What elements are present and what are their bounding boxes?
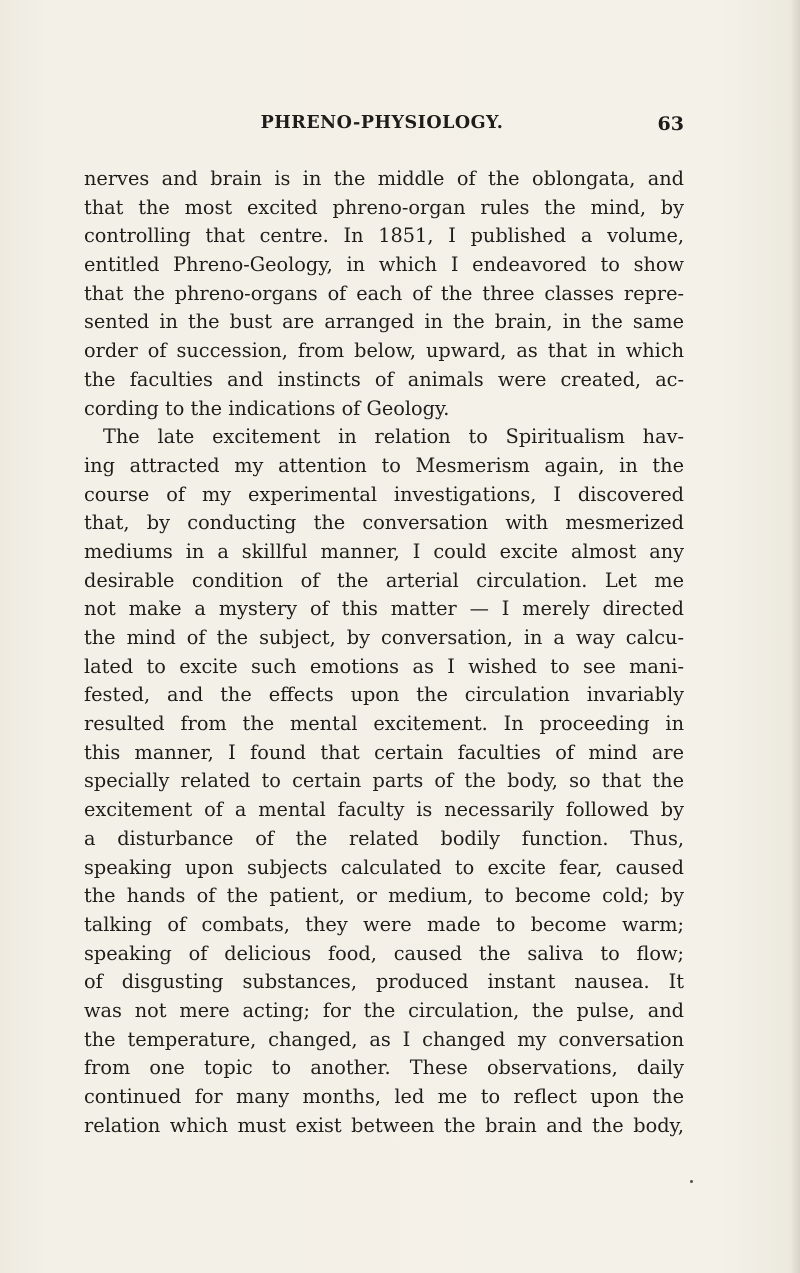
text-line: desirable condition of the arterial circulation. Let me [84, 568, 684, 592]
text-line: from one topic to another. These observations, daily [84, 1056, 684, 1080]
running-head: PHRENO-PHYSIOLOGY. [260, 113, 504, 133]
text-line: the faculties and instincts of animals were created, ac- [84, 367, 684, 391]
text-line: lated to excite such emotions as I wished to see mani- [84, 654, 684, 678]
text-line: was not mere acting; for the circulation, the pulse, and [84, 998, 684, 1022]
text-line: the mind of the subject, by conversation, in a way calcu- [84, 626, 684, 649]
text-line: resulted from the mental excitement. In proceeding in [84, 712, 684, 736]
text-line: that the phreno-organs of each of the three classes repre- [84, 281, 684, 305]
text-line: that the most excited phreno-organ rules the mind, by [84, 195, 684, 219]
text-line: The late excitement in relation to Spiritualism hav- [103, 425, 684, 449]
text-line: mediums in a skillful manner, I could excite almost any [84, 539, 684, 563]
page-number: 63 [657, 113, 684, 135]
text-line: specially related to certain parts of the body, so that the [84, 769, 684, 793]
text-line: order of succession, from below, upward, as that in which [84, 339, 684, 363]
text-line: nerves and brain is in the middle of the oblongata, and [84, 167, 684, 190]
text-line: ing attracted my attention to Mesmerism again, in the [84, 453, 684, 477]
text-line: controlling that centre. In 1851, I published a volume, [84, 224, 684, 248]
page-edge-shadow [790, 0, 800, 1273]
text-line: speaking of delicious food, caused the saliva to flow; [84, 941, 684, 965]
text-line: continued for many months, led me to reflect upon the [84, 1085, 684, 1108]
text-line: this manner, I found that certain faculties of mind are [84, 740, 684, 764]
text-line: excitement of a mental faculty is necessarily followed by [84, 798, 684, 822]
text-line: that, by conducting the conversation with mesmerized [84, 511, 684, 535]
text-line: not make a mystery of this matter — I merely directed [84, 597, 684, 621]
text-line: a disturbance of the related bodily function. Thus, [84, 826, 684, 850]
text-line: the temperature, changed, as I changed my conversation [84, 1027, 684, 1051]
paper-speck [690, 1180, 693, 1183]
text-line: relation which must exist between the brain and the body, [84, 1113, 684, 1137]
text-line: speaking upon subjects calculated to excite fear, caused [84, 855, 684, 879]
page-header [80, 113, 684, 141]
text-line: sented in the bust are arranged in the brain, in the same [84, 310, 684, 334]
text-line: fested, and the effects upon the circulation invariably [84, 683, 684, 707]
text-line: of disgusting substances, produced instant nausea. It [84, 970, 684, 994]
text-line: cording to the indications of Geology. [84, 396, 450, 420]
text-line: entitled Phreno-Geology, in which I endeavored to show [84, 253, 684, 277]
text-line: course of my experimental investigations, I discovered [84, 482, 684, 506]
text-line: talking of combats, they were made to become warm; [84, 912, 684, 936]
text-line: the hands of the patient, or medium, to become cold; by [84, 884, 684, 908]
body-text [84, 165, 684, 1140]
